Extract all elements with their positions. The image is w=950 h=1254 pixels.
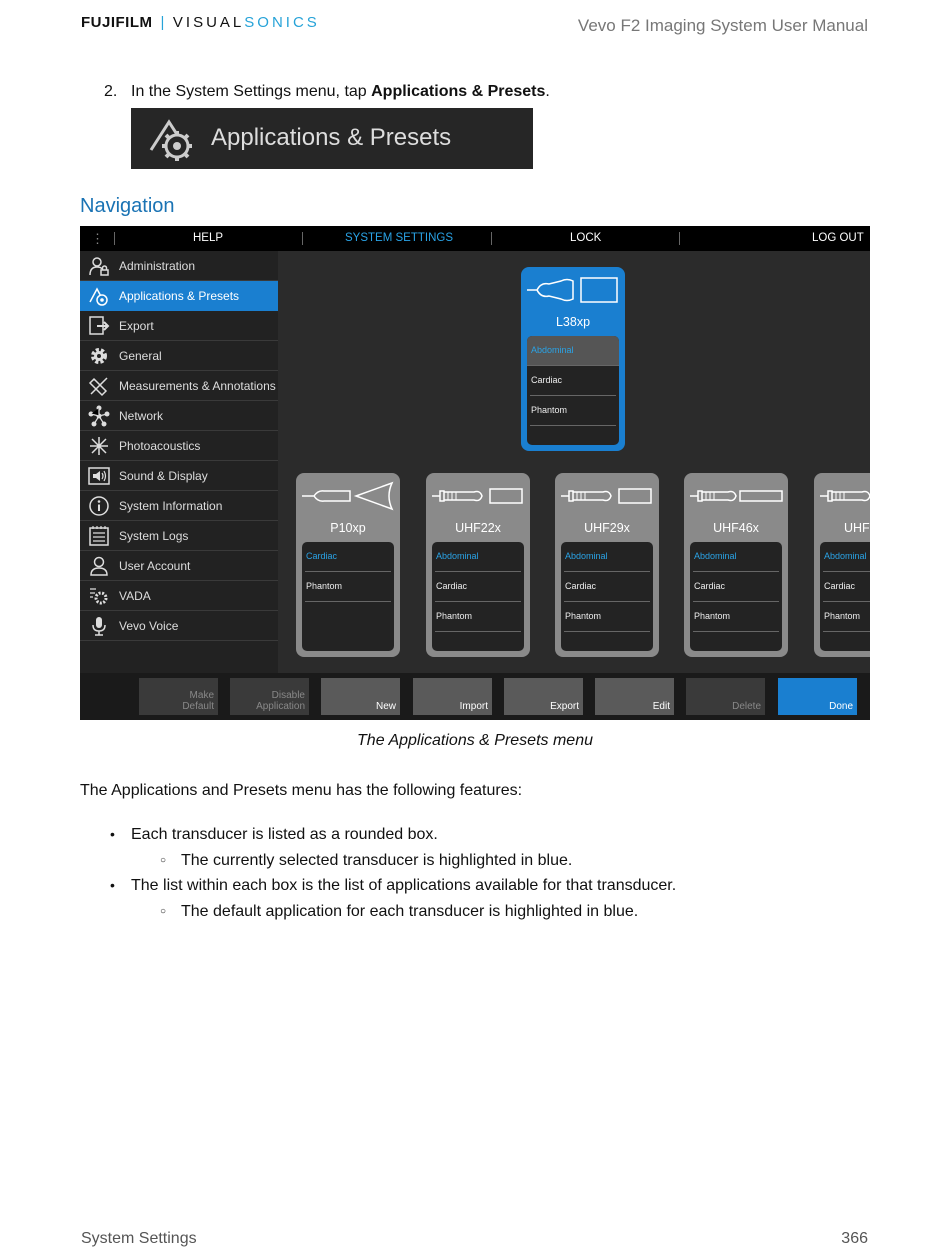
application-item[interactable]: Cardiac [823,572,870,602]
user-icon [88,555,110,577]
application-item-default[interactable]: Abdominal [527,336,619,366]
uhf-probe-icon [430,479,526,513]
measure-icon [88,375,110,397]
application-item-default[interactable]: Abdominal [435,542,521,572]
sidebar-item-administration[interactable] [80,251,278,281]
transducer-card-p10xp[interactable] [296,473,400,657]
sidebar-item-label: Measurements & Annotations [119,379,276,393]
sub-bullet-item: ○ The default application for each transducer is highlighted in blue. [110,899,676,925]
transducer-name: UHF [844,521,870,535]
uhf-probe-icon [688,479,784,513]
transducer-card-l38xp[interactable] [521,267,625,451]
sidebar-item-system-information[interactable] [80,491,278,521]
sidebar-item-system-logs[interactable] [80,521,278,551]
action-bar [80,673,870,720]
sidebar-item-applications-presets[interactable] [80,281,278,311]
sidebar-item-sound-display[interactable] [80,461,278,491]
speaker-icon [88,465,110,487]
footer-section: System Settings [81,1230,197,1247]
uhf-probe-icon [559,479,655,513]
application-item-default[interactable]: Cardiac [305,542,391,572]
bullet-item: • The list within each box is the list of applications available for that transducer. [110,873,676,899]
transducer-name: UHF29x [584,521,630,535]
vada-icon [88,585,110,607]
bullet-item: • Each transducer is listed as a rounded box. [110,822,676,848]
application-list [820,542,870,651]
sidebar-item-measurements[interactable] [80,371,278,401]
sidebar-item-label: Vevo Voice [119,619,179,633]
button-label-line1: Disable [271,690,305,701]
sidebar-item-label: VADA [119,589,151,603]
logs-icon [88,525,110,547]
phased-probe-icon [300,479,396,513]
application-item[interactable]: Phantom [530,396,616,426]
sidebar-item-vada[interactable] [80,581,278,611]
application-item[interactable]: Phantom [693,602,779,632]
transducer-card-uhf-partial[interactable] [814,473,870,657]
sidebar-item-label: Network [119,409,164,423]
application-item[interactable]: Cardiac [564,572,650,602]
transducer-name: UHF46x [713,521,759,535]
application-list [302,542,394,651]
application-item-default[interactable]: Abdominal [823,542,870,572]
application-list [432,542,524,651]
application-item[interactable]: Phantom [823,602,870,632]
application-list [690,542,782,651]
divider [114,232,115,245]
application-item[interactable]: Cardiac [435,572,521,602]
divider [302,232,303,245]
export-button[interactable]: Export [504,678,583,715]
logout-button[interactable]: LOG OUT [812,232,864,244]
button-label-line1: Make [189,690,214,701]
applications-icon [88,285,110,307]
brand-sonics: SONICS [244,14,320,31]
sidebar-item-label: User Account [119,559,191,573]
sidebar-item-general[interactable] [80,341,278,371]
transducer-name: L38xp [555,315,591,329]
intro-paragraph: The Applications and Presets menu has the following features: [80,782,523,799]
sidebar-item-photoacoustics[interactable] [80,431,278,461]
application-item-default[interactable]: Abdominal [693,542,779,572]
step-number: 2. [104,83,118,100]
sidebar-item-label: Administration [119,259,196,273]
delete-button[interactable]: Delete [686,678,765,715]
page-number: 366 [841,1230,868,1247]
network-icon [88,405,110,427]
transducer-name: UHF22x [455,521,501,535]
top-bar [80,226,870,251]
application-list [561,542,653,651]
make-default-button[interactable] [139,678,218,715]
sidebar-item-label: Sound & Display [119,469,208,483]
transducer-card-uhf46x[interactable] [684,473,788,657]
application-item[interactable]: Phantom [564,602,650,632]
info-icon [88,495,110,517]
brand-fujifilm: FUJIFILM [81,14,153,31]
edit-button[interactable]: Edit [595,678,674,715]
brand-separator: | [160,14,165,31]
settings-sidebar [80,251,278,673]
transducer-area [278,251,870,673]
sidebar-item-label: Photoacoustics [119,439,201,453]
application-item[interactable]: Phantom [435,602,521,632]
lock-button[interactable]: LOCK [570,232,602,244]
new-button[interactable]: New [321,678,400,715]
disable-application-button[interactable] [230,678,309,715]
feature-list [110,822,676,924]
applications-presets-screenshot [80,226,870,720]
step-text: In the System Settings menu, tap [131,83,372,100]
applications-gear-icon [147,116,197,162]
menu-icon[interactable]: ⋮ [91,231,104,246]
figure-caption: The Applications & Presets menu [357,732,593,749]
button-label-line2: Default [182,701,214,712]
section-heading-navigation: Navigation [80,195,175,217]
photoacoustics-icon [88,435,110,457]
uhf-probe-icon [818,479,870,513]
sidebar-item-label: System Logs [119,529,189,543]
divider [679,232,680,245]
application-item[interactable]: Phantom [305,572,391,602]
step-end: . [545,83,550,100]
admin-icon [88,255,110,277]
transducer-name: P10xp [330,521,366,535]
sidebar-item-network[interactable] [80,401,278,431]
applications-presets-banner [131,108,533,169]
application-list [527,336,619,445]
gear-icon [88,345,110,367]
linear-probe-icon [525,273,621,307]
microphone-icon [88,615,110,637]
document-title: Vevo F2 Imaging System User Manual [577,16,868,35]
system-settings-button[interactable]: SYSTEM SETTINGS [345,232,453,244]
done-button[interactable]: Done [778,678,857,715]
import-button[interactable]: Import [413,678,492,715]
sidebar-item-label: General [119,349,162,363]
sub-bullet-item: ○ The currently selected transducer is highlighted in blue. [110,848,676,874]
brand-visual: VISUAL [172,14,245,31]
sidebar-item-vevo-voice[interactable] [80,611,278,641]
sidebar-item-label: System Information [119,499,223,513]
step-bold: Applications & Presets [371,83,546,100]
sidebar-item-user-account[interactable] [80,551,278,581]
help-button[interactable]: HELP [193,232,224,244]
sidebar-item-export[interactable] [80,311,278,341]
application-item-default[interactable]: Abdominal [564,542,650,572]
transducer-card-uhf22x[interactable] [426,473,530,657]
banner-label: Applications & Presets [211,124,452,151]
step-2 [104,83,550,101]
brand-logo [81,14,320,31]
application-item[interactable]: Cardiac [693,572,779,602]
sidebar-item-label: Applications & Presets [119,289,240,303]
divider [491,232,492,245]
button-label-line2: Application [256,701,305,712]
transducer-card-uhf29x[interactable] [555,473,659,657]
application-item[interactable]: Cardiac [530,366,616,396]
export-icon [88,315,110,337]
sidebar-item-label: Export [119,319,154,333]
